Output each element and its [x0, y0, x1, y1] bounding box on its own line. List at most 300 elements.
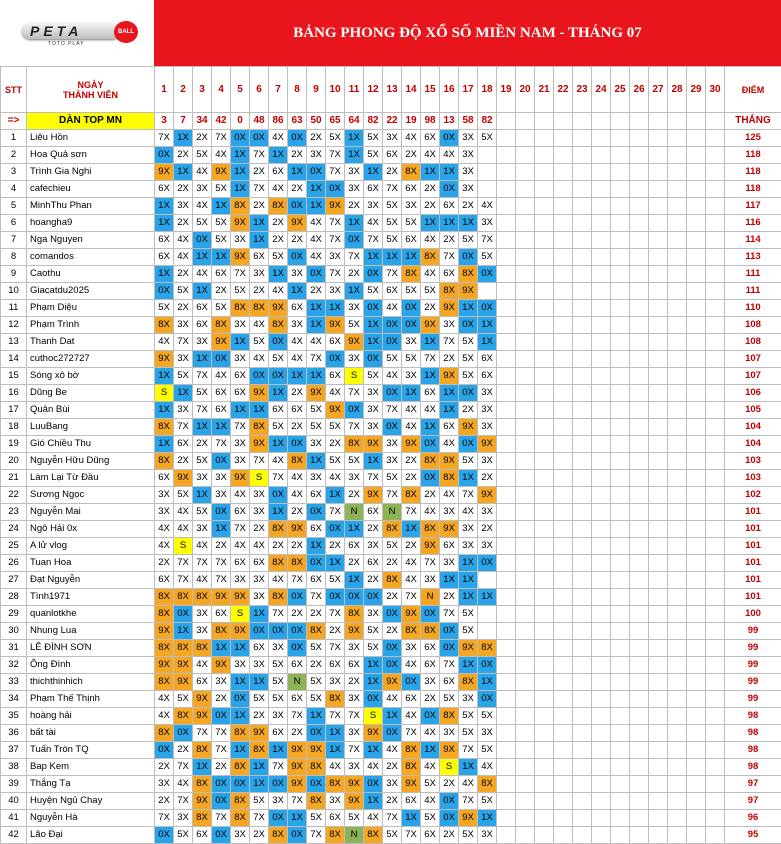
- result-cell: 8X: [231, 759, 250, 776]
- member-name: Nguyễn Mai: [27, 504, 155, 521]
- result-cell: 6X: [345, 538, 364, 555]
- result-cell: 0X: [402, 674, 421, 691]
- result-cell: [611, 147, 630, 164]
- result-cell: 1X: [250, 215, 269, 232]
- result-cell: 6X: [193, 674, 212, 691]
- result-cell: 3X: [250, 657, 269, 674]
- result-cell: 8X: [269, 827, 288, 844]
- result-cell: [611, 657, 630, 674]
- result-cell: 1X: [250, 759, 269, 776]
- result-cell: 7X: [383, 266, 402, 283]
- result-cell: 6X: [155, 572, 174, 589]
- result-cell: [687, 453, 706, 470]
- result-cell: [535, 572, 554, 589]
- dan-value: 58: [459, 113, 478, 130]
- result-cell: [573, 368, 592, 385]
- result-cell: 0X: [250, 623, 269, 640]
- result-cell: 8X: [193, 742, 212, 759]
- result-cell: 4X: [269, 572, 288, 589]
- result-cell: 4X: [307, 334, 326, 351]
- result-cell: 3X: [231, 351, 250, 368]
- member-name: Ông Đình: [27, 657, 155, 674]
- result-cell: 5X: [364, 147, 383, 164]
- result-cell: 3X: [250, 589, 269, 606]
- result-cell: [630, 130, 649, 147]
- result-cell: 1X: [326, 487, 345, 504]
- result-cell: [535, 606, 554, 623]
- page-title: BẢNG PHONG ĐỘ XỔ SỐ MIỀN NAM - THÁNG 07: [293, 25, 641, 42]
- result-cell: [478, 147, 497, 164]
- result-cell: 5X: [326, 130, 345, 147]
- result-cell: 2X: [155, 793, 174, 810]
- member-name: Quân Bùi: [27, 402, 155, 419]
- result-cell: 6X: [326, 368, 345, 385]
- header-day: 14: [402, 67, 421, 113]
- result-cell: 2X: [174, 215, 193, 232]
- result-cell: [668, 453, 687, 470]
- result-cell: 8X: [193, 589, 212, 606]
- result-cell: 4X: [250, 351, 269, 368]
- result-cell: 7X: [269, 759, 288, 776]
- member-row: [1, 300, 781, 317]
- result-cell: [649, 504, 668, 521]
- result-cell: [649, 623, 668, 640]
- result-cell: 4X: [421, 725, 440, 742]
- result-cell: [573, 351, 592, 368]
- result-cell: 4X: [212, 147, 231, 164]
- result-cell: [706, 521, 725, 538]
- result-cell: [706, 385, 725, 402]
- result-cell: 2X: [440, 232, 459, 249]
- result-cell: 1X: [459, 657, 478, 674]
- result-cell: [573, 470, 592, 487]
- header-member-label: THÀNH VIÊN: [63, 90, 118, 100]
- row-stt: 8: [1, 249, 27, 266]
- result-cell: 5X: [174, 827, 193, 844]
- row-stt: 30: [1, 623, 27, 640]
- result-cell: [687, 691, 706, 708]
- member-score: 101: [725, 538, 781, 555]
- result-cell: 3X: [345, 470, 364, 487]
- result-cell: [573, 385, 592, 402]
- result-cell: [535, 198, 554, 215]
- result-cell: 9X: [307, 385, 326, 402]
- result-cell: 5X: [212, 215, 231, 232]
- result-cell: 1X: [345, 521, 364, 538]
- result-cell: 0X: [212, 793, 231, 810]
- result-cell: 7X: [421, 351, 440, 368]
- result-cell: 0X: [364, 589, 383, 606]
- result-cell: 0X: [383, 385, 402, 402]
- result-cell: [611, 810, 630, 827]
- member-name: Sóng xô bờ: [27, 368, 155, 385]
- result-cell: 7X: [212, 742, 231, 759]
- result-cell: [592, 300, 611, 317]
- result-cell: 8X: [269, 521, 288, 538]
- result-cell: 1X: [402, 385, 421, 402]
- member-row: [1, 368, 781, 385]
- result-cell: [573, 521, 592, 538]
- result-cell: 1X: [478, 810, 497, 827]
- result-cell: 1X: [231, 742, 250, 759]
- result-cell: 9X: [288, 742, 307, 759]
- result-cell: [516, 742, 535, 759]
- result-cell: 1X: [269, 385, 288, 402]
- result-cell: 3X: [459, 147, 478, 164]
- result-cell: [630, 521, 649, 538]
- result-cell: [592, 266, 611, 283]
- result-cell: [497, 164, 516, 181]
- result-cell: [516, 776, 535, 793]
- result-cell: [535, 215, 554, 232]
- member-row: [1, 334, 781, 351]
- result-cell: [535, 623, 554, 640]
- result-cell: 5X: [326, 419, 345, 436]
- result-cell: 9X: [250, 725, 269, 742]
- result-cell: 3X: [212, 487, 231, 504]
- result-cell: 4X: [364, 215, 383, 232]
- header-day: 13: [383, 67, 402, 113]
- result-cell: 1X: [269, 436, 288, 453]
- result-cell: [592, 181, 611, 198]
- result-cell: [535, 725, 554, 742]
- result-cell: [535, 708, 554, 725]
- result-cell: [611, 504, 630, 521]
- result-cell: 9X: [440, 453, 459, 470]
- result-cell: 9X: [326, 317, 345, 334]
- result-cell: [497, 249, 516, 266]
- result-cell: [516, 555, 535, 572]
- result-cell: [497, 827, 516, 844]
- result-cell: [497, 623, 516, 640]
- result-cell: 5X: [193, 147, 212, 164]
- result-cell: [611, 521, 630, 538]
- result-cell: [668, 521, 687, 538]
- result-cell: 8X: [440, 708, 459, 725]
- row-stt: 12: [1, 317, 27, 334]
- member-row: [1, 606, 781, 623]
- row-stt: 1: [1, 130, 27, 147]
- result-cell: [592, 402, 611, 419]
- dan-value: 65: [326, 113, 345, 130]
- result-cell: 1X: [326, 300, 345, 317]
- result-cell: 4X: [478, 759, 497, 776]
- result-cell: [592, 793, 611, 810]
- result-cell: [630, 759, 649, 776]
- result-cell: [668, 538, 687, 555]
- result-cell: 5X: [326, 572, 345, 589]
- result-cell: 9X: [478, 436, 497, 453]
- header-day: 22: [554, 67, 573, 113]
- member-row: [1, 759, 781, 776]
- result-cell: 8X: [269, 198, 288, 215]
- result-cell: [611, 198, 630, 215]
- result-cell: [554, 385, 573, 402]
- result-cell: [706, 436, 725, 453]
- row-stt: 13: [1, 334, 27, 351]
- result-cell: [630, 385, 649, 402]
- row-stt: 6: [1, 215, 27, 232]
- result-cell: [668, 572, 687, 589]
- row-stt: 17: [1, 402, 27, 419]
- result-cell: 4X: [174, 232, 193, 249]
- result-cell: 5X: [250, 793, 269, 810]
- member-score: 125: [725, 130, 781, 147]
- row-stt: 34: [1, 691, 27, 708]
- result-cell: [535, 317, 554, 334]
- result-cell: [573, 538, 592, 555]
- result-cell: 1X: [440, 215, 459, 232]
- row-stt: 32: [1, 657, 27, 674]
- result-cell: [611, 623, 630, 640]
- result-cell: 8X: [421, 453, 440, 470]
- header-day: 11: [345, 67, 364, 113]
- result-cell: 3X: [231, 572, 250, 589]
- result-cell: 7X: [440, 606, 459, 623]
- result-cell: 2X: [288, 232, 307, 249]
- result-cell: [554, 623, 573, 640]
- result-cell: 8X: [193, 776, 212, 793]
- result-cell: [497, 402, 516, 419]
- result-cell: 9X: [345, 623, 364, 640]
- result-cell: 7X: [288, 572, 307, 589]
- result-cell: 3X: [326, 249, 345, 266]
- result-cell: [611, 742, 630, 759]
- result-cell: N: [345, 827, 364, 844]
- member-name: Làm Lại Từ Đầu: [27, 470, 155, 487]
- result-cell: 2X: [326, 538, 345, 555]
- result-cell: [687, 215, 706, 232]
- result-cell: 4X: [421, 793, 440, 810]
- result-cell: 5X: [459, 453, 478, 470]
- result-cell: [668, 623, 687, 640]
- row-stt: 7: [1, 232, 27, 249]
- dan-value: [573, 113, 592, 130]
- result-cell: 3X: [364, 385, 383, 402]
- result-cell: [706, 198, 725, 215]
- result-cell: 2X: [288, 385, 307, 402]
- result-cell: [668, 555, 687, 572]
- result-cell: 3X: [307, 436, 326, 453]
- member-score: 104: [725, 436, 781, 453]
- result-cell: [630, 555, 649, 572]
- result-cell: 3X: [459, 538, 478, 555]
- result-cell: 6X: [440, 538, 459, 555]
- logo-subtext: TOTO PLAY: [48, 41, 85, 47]
- result-cell: [573, 487, 592, 504]
- row-stt: 10: [1, 283, 27, 300]
- result-cell: [630, 691, 649, 708]
- result-cell: 0X: [345, 402, 364, 419]
- result-cell: 8X: [326, 776, 345, 793]
- row-stt: 38: [1, 759, 27, 776]
- result-cell: 5X: [269, 691, 288, 708]
- result-cell: 5X: [174, 283, 193, 300]
- result-cell: 4X: [212, 368, 231, 385]
- result-cell: [706, 215, 725, 232]
- member-name: A lử vlog: [27, 538, 155, 555]
- result-cell: 7X: [459, 487, 478, 504]
- result-cell: 3X: [459, 164, 478, 181]
- result-cell: 8X: [326, 827, 345, 844]
- result-cell: 2X: [307, 283, 326, 300]
- result-cell: 7X: [231, 419, 250, 436]
- result-cell: 8X: [155, 606, 174, 623]
- result-cell: [668, 640, 687, 657]
- result-cell: 1X: [155, 215, 174, 232]
- result-cell: [573, 555, 592, 572]
- result-cell: 5X: [307, 402, 326, 419]
- result-cell: 7X: [345, 419, 364, 436]
- result-cell: [554, 351, 573, 368]
- result-cell: [668, 725, 687, 742]
- dan-value: [706, 113, 725, 130]
- result-cell: [649, 640, 668, 657]
- result-cell: [535, 402, 554, 419]
- result-cell: 1X: [250, 674, 269, 691]
- dan-value: [592, 113, 611, 130]
- result-cell: [535, 232, 554, 249]
- row-stt: 9: [1, 266, 27, 283]
- result-cell: 3X: [193, 606, 212, 623]
- result-cell: 8X: [250, 742, 269, 759]
- result-cell: 3X: [250, 487, 269, 504]
- result-cell: [592, 453, 611, 470]
- result-cell: [516, 436, 535, 453]
- result-cell: 4X: [174, 504, 193, 521]
- result-cell: [611, 368, 630, 385]
- result-cell: 7X: [212, 572, 231, 589]
- result-cell: 1X: [155, 402, 174, 419]
- result-cell: [630, 317, 649, 334]
- result-cell: 4X: [364, 759, 383, 776]
- result-cell: [573, 691, 592, 708]
- result-cell: [535, 776, 554, 793]
- result-cell: 1X: [459, 470, 478, 487]
- result-cell: [516, 674, 535, 691]
- member-score: 114: [725, 232, 781, 249]
- result-cell: 1X: [440, 385, 459, 402]
- result-cell: [668, 674, 687, 691]
- result-cell: 6X: [288, 691, 307, 708]
- result-cell: 2X: [326, 623, 345, 640]
- dan-value: 42: [212, 113, 231, 130]
- result-cell: 5X: [345, 317, 364, 334]
- result-cell: 9X: [231, 623, 250, 640]
- dan-value: 22: [383, 113, 402, 130]
- member-name: Hoa Quả sơn: [27, 147, 155, 164]
- result-cell: [592, 521, 611, 538]
- result-cell: 5X: [459, 368, 478, 385]
- result-cell: 1X: [440, 572, 459, 589]
- result-cell: [554, 572, 573, 589]
- result-cell: 9X: [193, 793, 212, 810]
- result-cell: 6X: [326, 657, 345, 674]
- result-cell: [630, 368, 649, 385]
- result-cell: [687, 827, 706, 844]
- result-cell: [630, 742, 649, 759]
- member-name: Thanh Dat: [27, 334, 155, 351]
- result-cell: [573, 674, 592, 691]
- result-cell: [592, 317, 611, 334]
- result-cell: S: [155, 385, 174, 402]
- result-cell: 1X: [364, 657, 383, 674]
- result-cell: [630, 640, 649, 657]
- row-stt: 24: [1, 521, 27, 538]
- result-cell: 8X: [478, 640, 497, 657]
- member-score: 118: [725, 147, 781, 164]
- result-cell: [630, 249, 649, 266]
- result-cell: [535, 419, 554, 436]
- result-cell: 3X: [478, 725, 497, 742]
- result-cell: [687, 589, 706, 606]
- result-cell: 5X: [421, 283, 440, 300]
- row-stt: 42: [1, 827, 27, 844]
- result-cell: [687, 572, 706, 589]
- result-cell: 0X: [364, 691, 383, 708]
- result-cell: [630, 351, 649, 368]
- row-stt: 15: [1, 368, 27, 385]
- member-row: [1, 555, 781, 572]
- result-cell: 7X: [250, 810, 269, 827]
- result-cell: 4X: [155, 708, 174, 725]
- result-cell: 7X: [440, 249, 459, 266]
- result-cell: [706, 164, 725, 181]
- result-cell: 1X: [212, 521, 231, 538]
- result-cell: 5X: [459, 708, 478, 725]
- member-score: 101: [725, 555, 781, 572]
- result-cell: 3X: [345, 691, 364, 708]
- result-cell: 6X: [478, 351, 497, 368]
- result-cell: 8X: [155, 589, 174, 606]
- header-day: 12: [364, 67, 383, 113]
- result-cell: [630, 674, 649, 691]
- member-row: [1, 810, 781, 827]
- result-cell: [554, 691, 573, 708]
- result-cell: [687, 232, 706, 249]
- result-cell: [554, 640, 573, 657]
- result-cell: [668, 249, 687, 266]
- member-row: [1, 130, 781, 147]
- member-row: [1, 640, 781, 657]
- result-cell: [649, 657, 668, 674]
- result-cell: 7X: [174, 334, 193, 351]
- result-cell: 2X: [326, 436, 345, 453]
- result-cell: 2X: [440, 589, 459, 606]
- result-cell: 0X: [307, 164, 326, 181]
- result-cell: 8X: [174, 640, 193, 657]
- result-cell: 6X: [421, 385, 440, 402]
- result-cell: 4X: [193, 266, 212, 283]
- result-cell: 0X: [478, 657, 497, 674]
- result-cell: 0X: [421, 606, 440, 623]
- result-cell: [516, 215, 535, 232]
- result-cell: [706, 317, 725, 334]
- result-cell: [592, 164, 611, 181]
- result-cell: [611, 674, 630, 691]
- result-cell: 3X: [383, 453, 402, 470]
- result-cell: [649, 419, 668, 436]
- result-cell: 8X: [155, 725, 174, 742]
- result-cell: [478, 623, 497, 640]
- result-cell: [573, 147, 592, 164]
- result-cell: [687, 657, 706, 674]
- result-cell: 5X: [307, 674, 326, 691]
- result-cell: [592, 368, 611, 385]
- row-stt: 35: [1, 708, 27, 725]
- result-cell: 6X: [193, 300, 212, 317]
- result-cell: N: [383, 504, 402, 521]
